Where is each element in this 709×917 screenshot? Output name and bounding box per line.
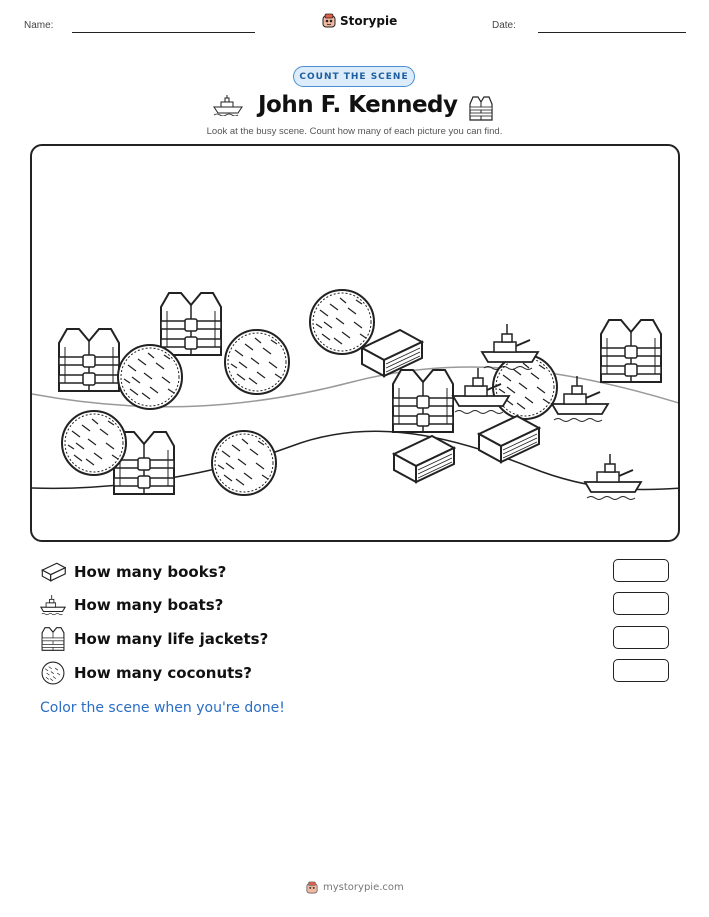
coconut	[225, 330, 289, 394]
storypie-mascot-icon	[322, 13, 336, 28]
boat	[585, 454, 641, 500]
book	[479, 416, 539, 462]
life-jacket-icon	[40, 627, 66, 651]
boat-icon	[212, 94, 244, 116]
question-text: How many coconuts?	[74, 664, 252, 682]
coconut	[62, 411, 126, 475]
book-icon	[40, 561, 66, 583]
name-label: Name:	[24, 20, 54, 31]
question-books	[40, 561, 226, 583]
question-text: How many books?	[74, 563, 227, 581]
brand-name: Storypie	[340, 13, 398, 28]
question-text: How many life jackets?	[74, 630, 269, 648]
boat	[482, 324, 538, 370]
answer-box-life-jackets[interactable]	[613, 626, 669, 649]
color-instruction: Color the scene when you're done!	[40, 700, 285, 716]
question-coconuts	[40, 661, 252, 685]
instructions: Look at the busy scene. Count how many of each picture you can find.	[206, 126, 503, 137]
scene-illustration	[32, 146, 680, 542]
question-life-jackets	[40, 627, 268, 651]
site-url[interactable]: mystorypie.com	[323, 882, 404, 893]
coconut	[118, 345, 182, 409]
coconut	[212, 431, 276, 495]
life-jacket	[59, 329, 119, 391]
brand-logo	[322, 13, 397, 28]
coconut	[310, 290, 374, 354]
book	[394, 436, 454, 482]
question-boats	[40, 594, 223, 616]
boat-icon	[40, 594, 66, 616]
life-jacket	[393, 370, 453, 432]
question-text: How many boats?	[74, 596, 224, 614]
answer-box-coconuts[interactable]	[613, 659, 669, 682]
life-jacket	[161, 293, 221, 355]
page-title: John F. Kennedy	[258, 92, 458, 118]
footer-site	[306, 881, 404, 894]
count-the-scene-badge: COUNT THE SCENE	[293, 66, 415, 87]
coconut	[493, 355, 557, 419]
answer-box-books[interactable]	[613, 559, 669, 582]
storypie-mascot-icon	[306, 881, 318, 894]
name-field[interactable]	[72, 32, 255, 33]
date-label: Date:	[492, 20, 516, 31]
coconut-icon	[40, 661, 66, 685]
life-jacket	[601, 320, 661, 382]
answer-box-boats[interactable]	[613, 592, 669, 615]
counting-scene	[30, 144, 680, 542]
life-jacket-icon	[468, 94, 494, 122]
date-field[interactable]	[538, 32, 686, 33]
